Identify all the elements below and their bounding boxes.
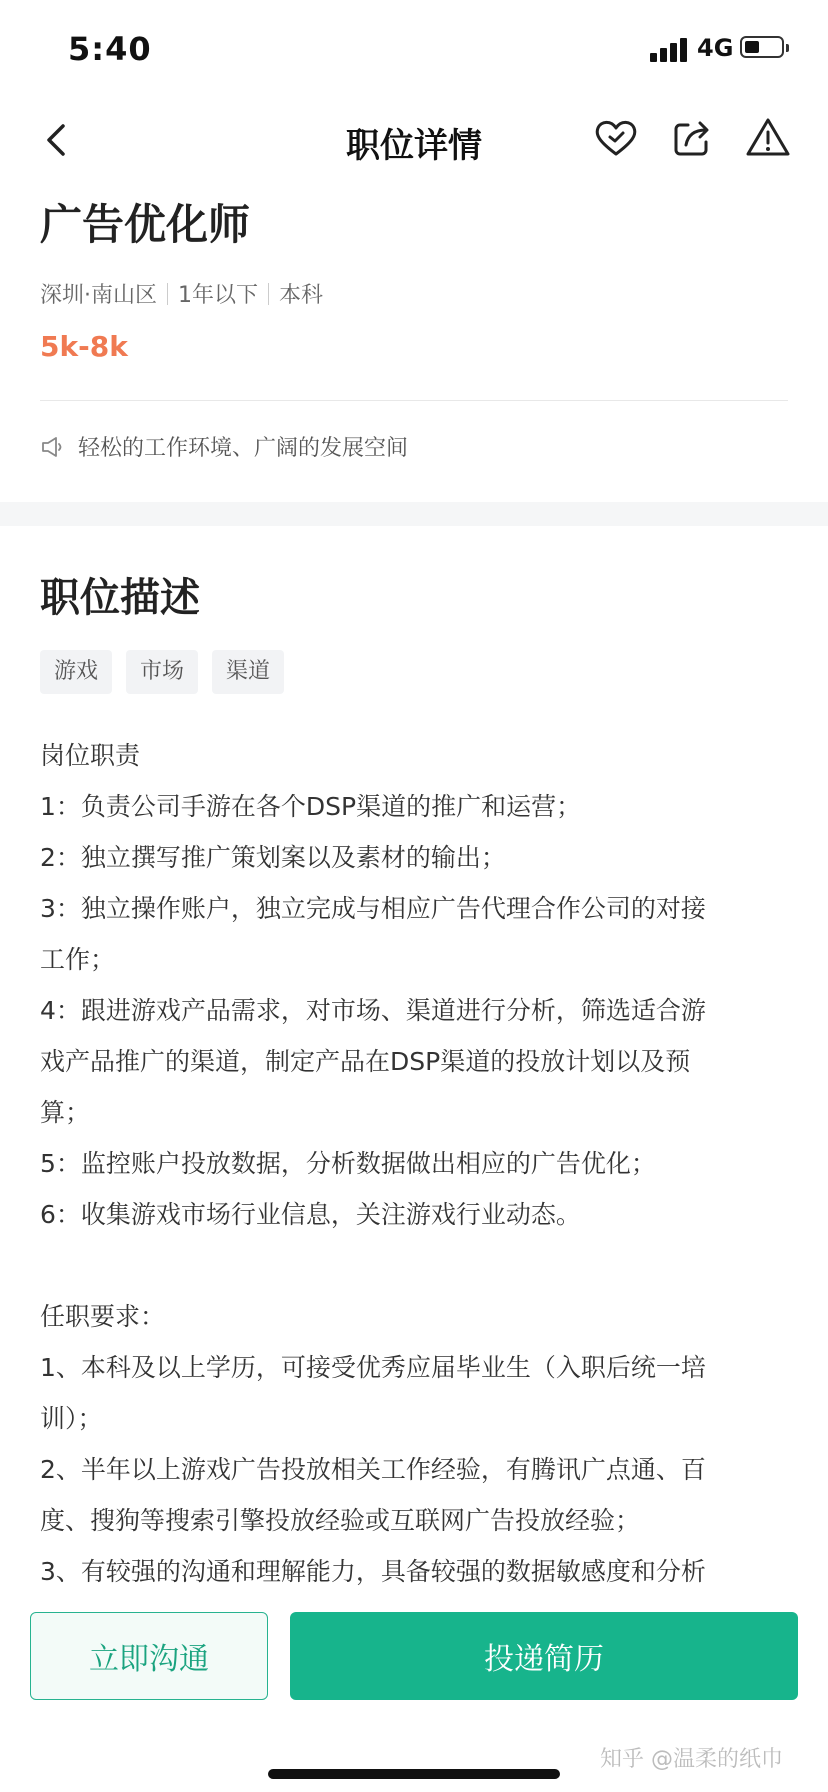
job-description xyxy=(40,730,792,1597)
page-title: 职位详情 xyxy=(346,126,482,166)
description-line: 训）； xyxy=(40,1404,103,1433)
home-indicator xyxy=(268,1769,560,1779)
job-title: 广告优化师 xyxy=(40,200,251,249)
description-line: 1、本科及以上学历，可接受优秀应届毕业生（入职后统一培 xyxy=(40,1353,706,1382)
description-line: 5：监控账户投放数据，分析数据做出相应的广告优化； xyxy=(40,1149,656,1178)
job-meta xyxy=(40,278,323,309)
description-line: 算； xyxy=(40,1098,91,1127)
description-line: 任职要求： xyxy=(40,1302,166,1331)
benefit-text: 轻松的工作环境、广阔的发展空间 xyxy=(78,436,409,461)
signal-icon xyxy=(650,36,692,62)
tag: 游戏 xyxy=(40,650,112,694)
section-gap xyxy=(0,502,828,526)
favorite-button[interactable] xyxy=(588,110,644,166)
chat-button[interactable]: 立即沟通 xyxy=(30,1612,268,1700)
description-line: 4：跟进游戏产品需求，对市场、渠道进行分析，筛选适合游 xyxy=(40,996,706,1025)
description-line: 1：负责公司手游在各个DSP渠道的推广和运营； xyxy=(40,792,582,821)
network-type: 4G xyxy=(697,34,734,62)
description-line: 6：收集游戏市场行业信息，关注游戏行业动态。 xyxy=(40,1200,581,1229)
tag: 渠道 xyxy=(212,650,284,694)
warning-icon xyxy=(740,110,796,166)
nav-bar xyxy=(0,96,828,192)
description-line: 2：独立撰写推广策划案以及素材的输出； xyxy=(40,843,506,872)
benefit-row xyxy=(40,431,408,462)
watermark: 知乎 @温柔的纸巾 xyxy=(600,1747,783,1772)
description-line: 岗位职责 xyxy=(40,741,141,770)
share-icon xyxy=(664,110,720,166)
divider xyxy=(40,400,788,401)
salary: 5k-8k xyxy=(40,330,128,363)
tag: 市场 xyxy=(126,650,198,694)
megaphone-icon xyxy=(40,434,66,460)
bottom-action-bar xyxy=(0,1596,828,1792)
job-location: 深圳·南山区 xyxy=(40,283,157,308)
battery-icon xyxy=(740,36,784,58)
description-line: 度、搜狗等搜索引擎投放经验或互联网广告投放经验； xyxy=(40,1506,641,1535)
section-title: 职位描述 xyxy=(40,575,200,621)
meta-divider xyxy=(167,283,168,305)
apply-button[interactable]: 投递简历 xyxy=(290,1612,798,1700)
meta-divider xyxy=(268,283,269,305)
report-button[interactable] xyxy=(740,110,796,166)
heart-icon xyxy=(588,110,644,166)
job-education: 本科 xyxy=(279,283,324,308)
status-time: 5:40 xyxy=(68,30,152,68)
description-line: 工作； xyxy=(40,945,116,974)
description-line: 戏产品推广的渠道，制定产品在DSP渠道的投放计划以及预 xyxy=(40,1047,691,1076)
tag-list xyxy=(40,650,284,694)
status-bar xyxy=(0,0,828,96)
share-button[interactable] xyxy=(664,110,720,166)
description-line: 3：独立操作账户，独立完成与相应广告代理合作公司的对接 xyxy=(40,894,706,923)
description-line: 2、半年以上游戏广告投放相关工作经验，有腾讯广点通、百 xyxy=(40,1455,706,1484)
job-experience: 1年以下 xyxy=(178,283,258,308)
description-line xyxy=(40,1240,792,1291)
description-line: 3、有较强的沟通和理解能力，具备较强的数据敏感度和分析 xyxy=(40,1557,706,1586)
